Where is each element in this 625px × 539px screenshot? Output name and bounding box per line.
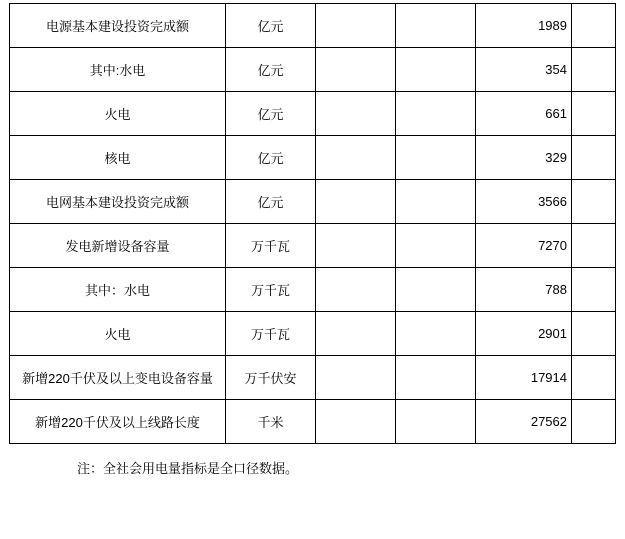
row-unit: 亿元	[226, 48, 316, 92]
table-row	[10, 180, 616, 224]
row-unit: 万千瓦	[226, 312, 316, 356]
row-blank-c	[572, 92, 616, 136]
table-row	[10, 224, 616, 268]
row-blank-b	[396, 4, 476, 48]
row-value: 788	[476, 268, 572, 312]
row-blank-a	[316, 356, 396, 400]
row-blank-b	[396, 356, 476, 400]
row-value: 2901	[476, 312, 572, 356]
row-value: 354	[476, 48, 572, 92]
row-value: 3566	[476, 180, 572, 224]
row-blank-c	[572, 180, 616, 224]
row-blank-c	[572, 312, 616, 356]
row-label: 电网基本建设投资完成额	[10, 180, 226, 224]
row-blank-b	[396, 180, 476, 224]
row-blank-b	[396, 312, 476, 356]
table-row	[10, 4, 616, 48]
table-row	[10, 48, 616, 92]
row-blank-b	[396, 92, 476, 136]
statistics-table	[9, 3, 616, 444]
row-label: 发电新增设备容量	[10, 224, 226, 268]
row-blank-a	[316, 224, 396, 268]
row-blank-a	[316, 48, 396, 92]
row-value: 7270	[476, 224, 572, 268]
row-label: 新增220千伏及以上线路长度	[10, 400, 226, 444]
row-blank-b	[396, 136, 476, 180]
row-blank-a	[316, 268, 396, 312]
row-label: 其中:水电	[10, 48, 226, 92]
row-blank-c	[572, 400, 616, 444]
table-row	[10, 136, 616, 180]
table-row	[10, 268, 616, 312]
row-blank-c	[572, 4, 616, 48]
row-blank-c	[572, 136, 616, 180]
row-blank-a	[316, 180, 396, 224]
row-value: 661	[476, 92, 572, 136]
row-unit: 万千瓦	[226, 268, 316, 312]
row-blank-c	[572, 48, 616, 92]
row-blank-a	[316, 136, 396, 180]
row-unit: 万千瓦	[226, 224, 316, 268]
row-blank-b	[396, 400, 476, 444]
row-value: 1989	[476, 4, 572, 48]
row-blank-c	[572, 356, 616, 400]
row-blank-a	[316, 92, 396, 136]
row-label: 火电	[10, 312, 226, 356]
table-row	[10, 356, 616, 400]
row-label: 其中：水电	[10, 268, 226, 312]
row-blank-a	[316, 400, 396, 444]
row-value: 329	[476, 136, 572, 180]
row-unit: 千米	[226, 400, 316, 444]
row-blank-b	[396, 268, 476, 312]
row-unit: 亿元	[226, 4, 316, 48]
row-unit: 亿元	[226, 180, 316, 224]
row-value: 17914	[476, 356, 572, 400]
row-unit: 亿元	[226, 92, 316, 136]
row-blank-a	[316, 4, 396, 48]
row-label: 新增220千伏及以上变电设备容量	[10, 356, 226, 400]
document-page	[0, 3, 625, 539]
table-row	[10, 92, 616, 136]
row-blank-b	[396, 224, 476, 268]
row-unit: 亿元	[226, 136, 316, 180]
row-blank-b	[396, 48, 476, 92]
table-footnote: 注：全社会用电量指标是全口径数据。	[77, 461, 299, 476]
row-value: 27562	[476, 400, 572, 444]
row-label: 火电	[10, 92, 226, 136]
table-row	[10, 312, 616, 356]
row-unit: 万千伏安	[226, 356, 316, 400]
table-row	[10, 400, 616, 444]
table-body	[10, 4, 616, 444]
row-label: 电源基本建设投资完成额	[10, 4, 226, 48]
row-blank-a	[316, 312, 396, 356]
row-blank-c	[572, 224, 616, 268]
row-label: 核电	[10, 136, 226, 180]
row-blank-c	[572, 268, 616, 312]
